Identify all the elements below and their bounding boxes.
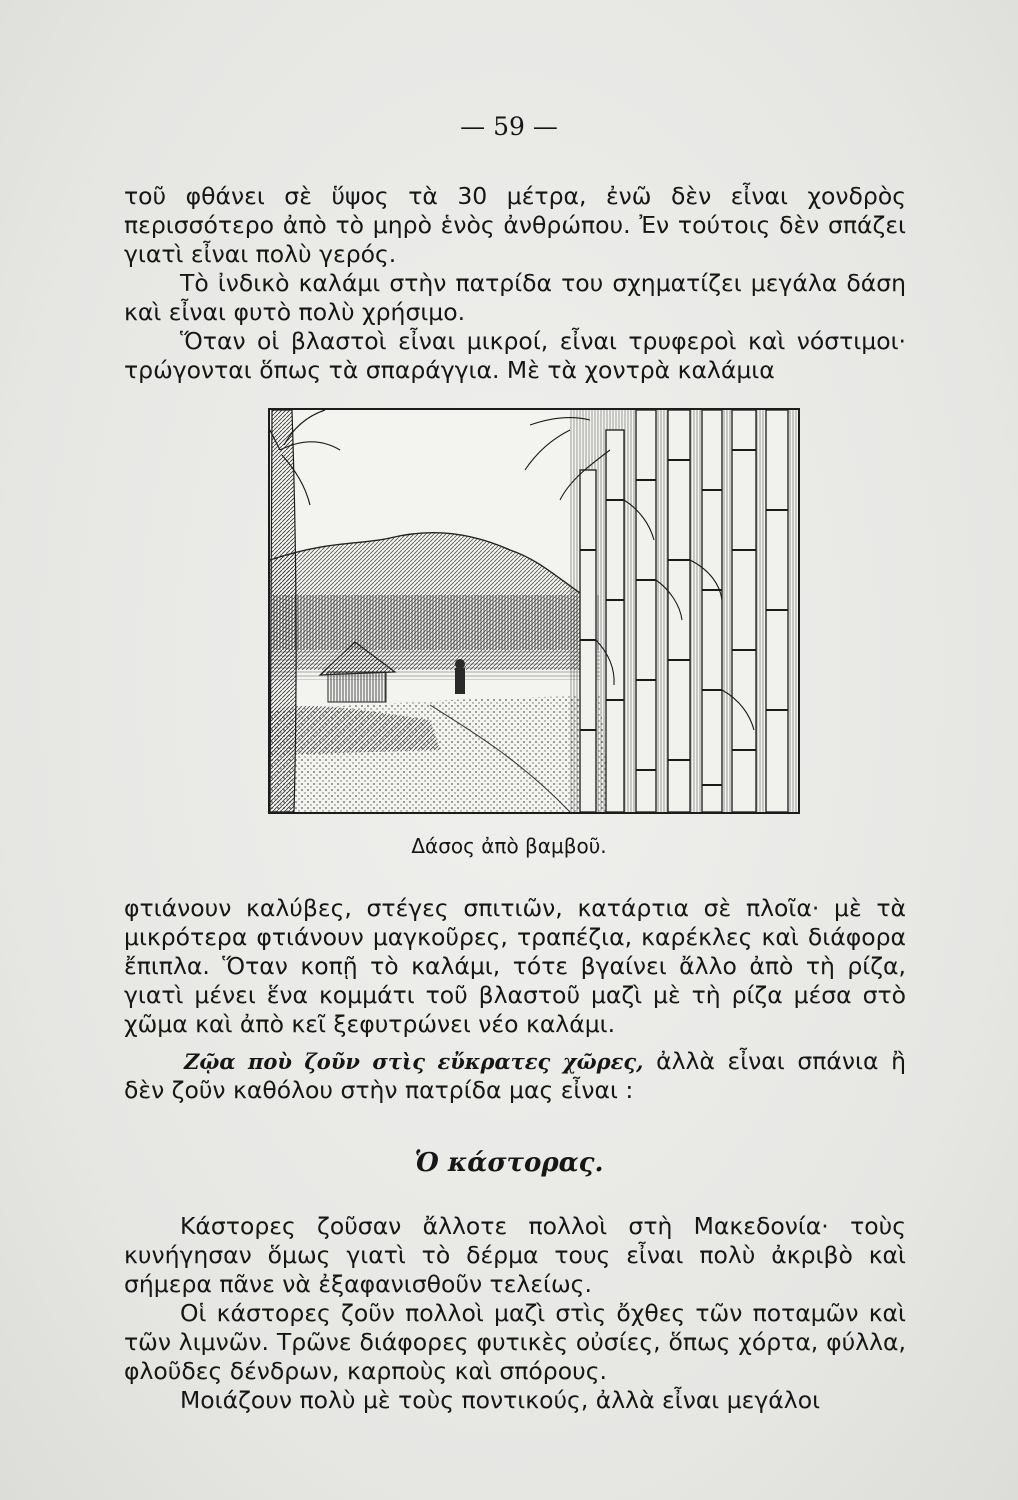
paragraph: φτιάνουν καλύβες, στέγες σπιτιῶν, κατάρτια σὲ πλοῖα· μὲ τὰ μικρότερα φτιάνουν μαγκοῦρες, τραπέζια, καρέκλες καὶ διάφορα ἔπιπλα. Ὅταν κοπῇ τὸ καλάμι, τότε βγαίνει ἄλλο ἀπὸ τὴ ρίζα, γιατὶ μένει ἕνα κομμάτι τοῦ βλαστοῦ μαζὶ μὲ τὴ ρίζα μέσα στὸ χῶμα καὶ ἀπὸ κεῖ ξεφυτρώνει νέο καλάμι.: [124, 894, 906, 1038]
intro-rest: ἀλλὰ εἶναι σπάνια ἢ δὲν ζοῦν καθόλου στὴν πατρίδα μας εἶναι :: [124, 1047, 906, 1104]
bottom-text-block: [124, 1212, 906, 1415]
paragraph: τοῦ φθάνει σὲ ὕψος τὰ 30 μέτρα, ἐνῶ δὲν εἶναι χονδρὸς περισσότερο ἀπὸ τὸ μηρὸ ἑνὸς ἀνθρώπου. Ἐν τούτοις δὲν σπάζει γιατὶ εἶναι πολὺ γερός.: [124, 182, 906, 268]
figure-caption: Δάσος ἀπὸ βαμβοῦ.: [411, 834, 607, 858]
bamboo-forest-illustration: [268, 408, 800, 814]
animals-intro: [124, 1047, 906, 1105]
intro-emphasis: Ζῷα ποὺ ζοῦν στὶς εὔκρατες χῶρες,: [184, 1049, 644, 1074]
paragraph: Οἱ κάστορες ζοῦν πολλοὶ μαζὶ στὶς ὄχθες τῶν ποταμῶν καὶ τῶν λιμνῶν. Τρῶνε διάφορες φυτικὲς οὐσίες, ὅπως χόρτα, φύλλα, φλοῦδες δένδρων, καρποὺς καὶ σπόρους.: [124, 1299, 906, 1385]
paragraph: Τὸ ἰνδικὸ καλάμι στὴν πατρίδα του σχηματίζει μεγάλα δάση καὶ εἶναι φυτὸ πολὺ χρήσιμο.: [124, 269, 906, 326]
section-heading: Ὁ κάστορας.: [414, 1148, 604, 1178]
mid-text-block: [124, 894, 906, 1039]
page-number: — 59 —: [460, 112, 558, 141]
paragraph: Ὅταν οἱ βλαστοὶ εἶναι μικροί, εἶναι τρυφεροὶ καὶ νόστιμοι· τρώγονται ὅπως τὰ σπαράγγια. Μὲ τὰ χοντρὰ καλάμια: [124, 327, 906, 384]
paragraph: Μοιάζουν πολὺ μὲ τοὺς ποντικούς, ἀλλὰ εἶναι μεγάλοι: [180, 1386, 821, 1414]
top-text-block: [124, 182, 906, 385]
paragraph: Κάστορες ζοῦσαν ἄλλοτε πολλοὶ στὴ Μακεδονία· τοὺς κυνήγησαν ὅμως γιατὶ τὸ δέρμα τους εἶναι πολὺ ἀκριβὸ καὶ σήμερα πᾶνε νὰ ἐξαφανισθοῦν τελείως.: [124, 1212, 906, 1298]
